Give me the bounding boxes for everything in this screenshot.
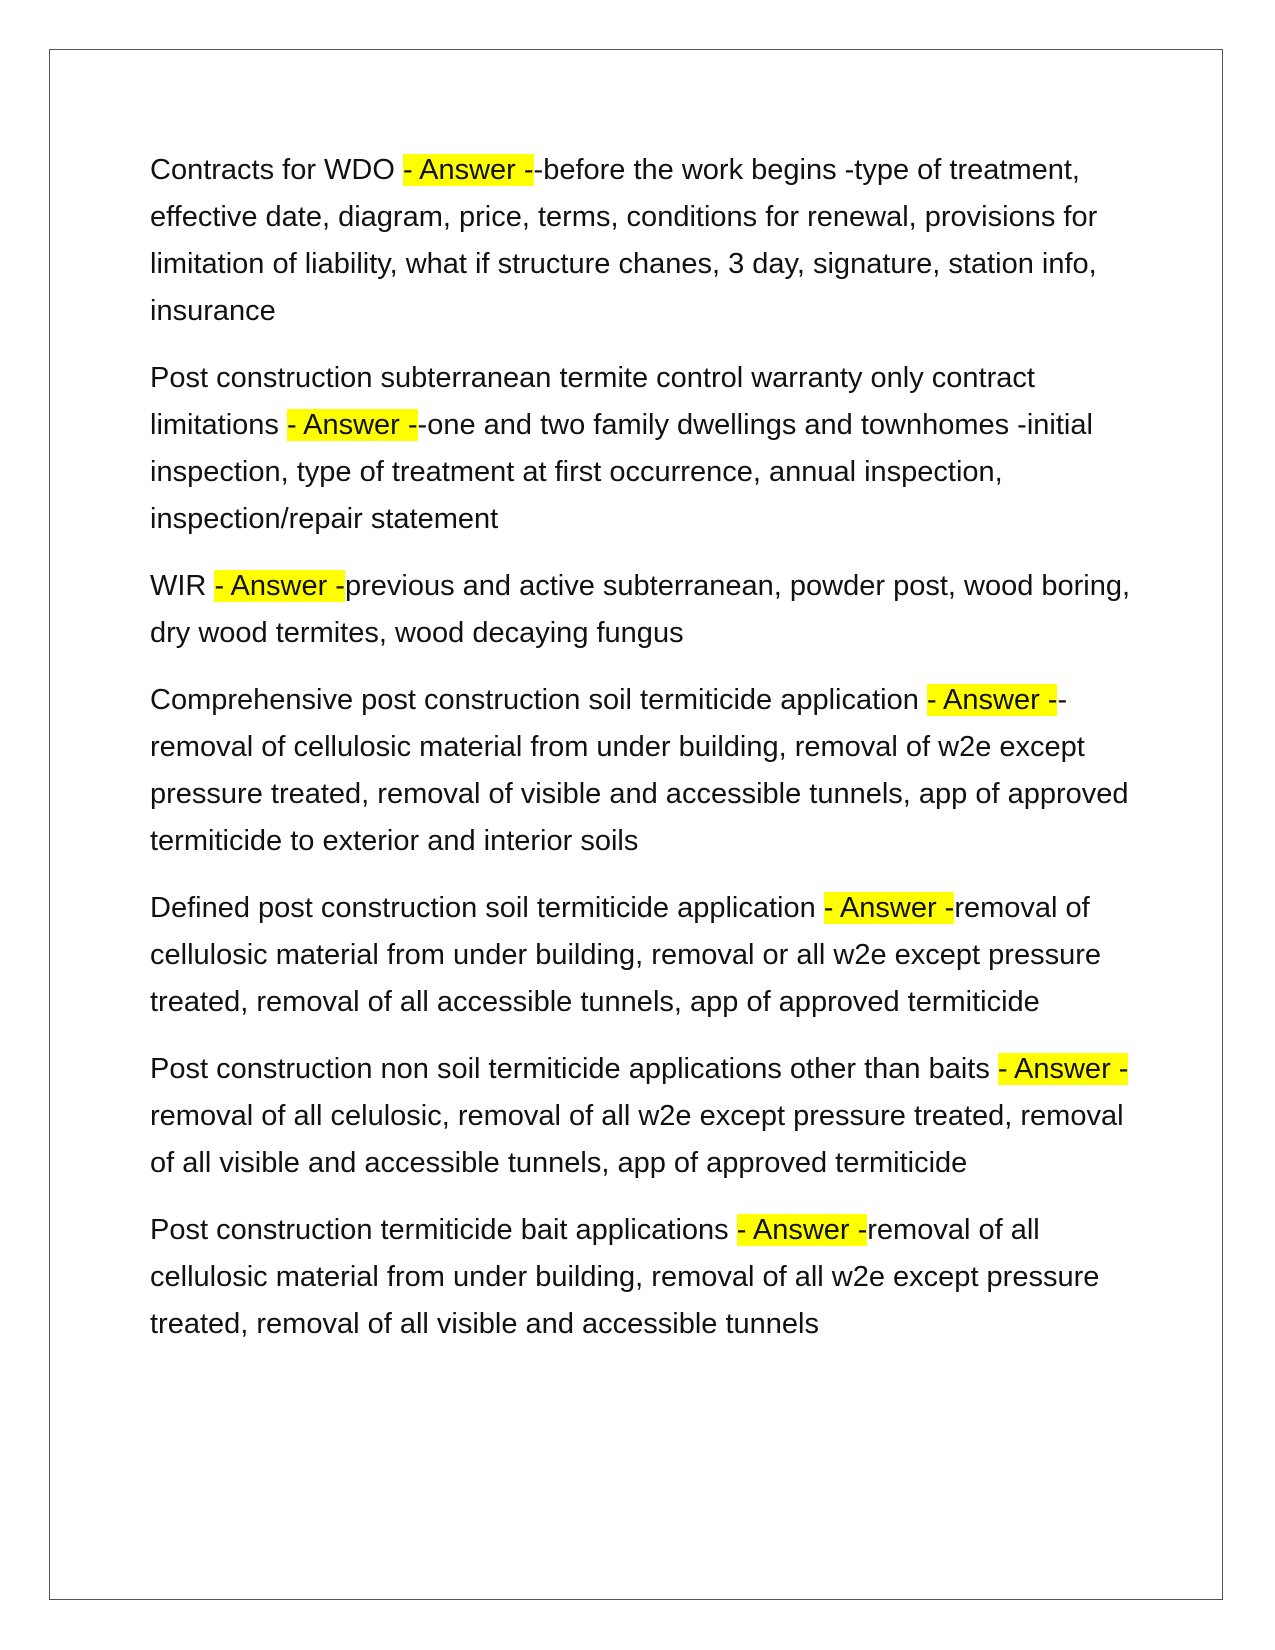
answer-marker: - Answer - [287,409,418,441]
qa-entry [150,147,1135,335]
question-term: Defined post construction soil termiticide application [150,892,824,924]
answer-text: -one and two family dwellings and townhomes -initial inspection, type of treatment at first occurrence, annual inspection, inspection/repair statement [150,409,1093,535]
qa-entry [150,885,1135,1026]
answer-marker: - Answer - [926,684,1058,716]
answer-marker: - Answer - [214,570,345,602]
qa-entry [150,563,1135,657]
qa-entry [150,355,1135,543]
question-term: Contracts for WDO [150,154,403,186]
question-term: Post construction termiticide bait applications [150,1214,737,1246]
answer-text: removal of all cellulosic material from under building, removal of all w2e except pressure treated, removal of all visible and accessible tunnels [150,1214,1100,1340]
qa-entry [150,1046,1135,1187]
question-term: WIR [150,570,215,602]
question-term: Post construction non soil termiticide applications other than baits [150,1053,998,1085]
question-term: Post construction subterranean termite control warranty only contract limitations [150,362,1035,441]
answer-marker: - Answer - [736,1214,868,1246]
qa-entry [150,1207,1135,1348]
answer-text: removal of cellulosic material from under building, removal or all w2e except pressure treated, removal of all accessible tunnels, app of approved termiticide [150,892,1101,1018]
answer-marker: - Answer - [997,1053,1129,1085]
answer-marker: - Answer - [403,154,534,186]
answer-text: -before the work begins -type of treatment, effective date, diagram, price, terms, conditions for renewal, provisions for limitation of liability, what if structure chanes, 3 day, signature, station info, insurance [150,154,1098,327]
document-body [150,147,1135,1368]
answer-text: -removal of cellulosic material from under building, removal of w2e except pressure treated, removal of visible and accessible tunnels, app of approved termiticide to exterior and interior soils [150,684,1129,857]
question-term: Comprehensive post construction soil termiticide application [150,684,927,716]
answer-marker: - Answer - [823,892,955,924]
answer-text: removal of all celulosic, removal of all w2e except pressure treated, removal of all visible and accessible tunnels, app of approved termiticide [150,1100,1124,1179]
qa-entry [150,677,1135,865]
answer-text: previous and active subterranean, powder post, wood boring, dry wood termites, wood decaying fungus [150,570,1131,649]
